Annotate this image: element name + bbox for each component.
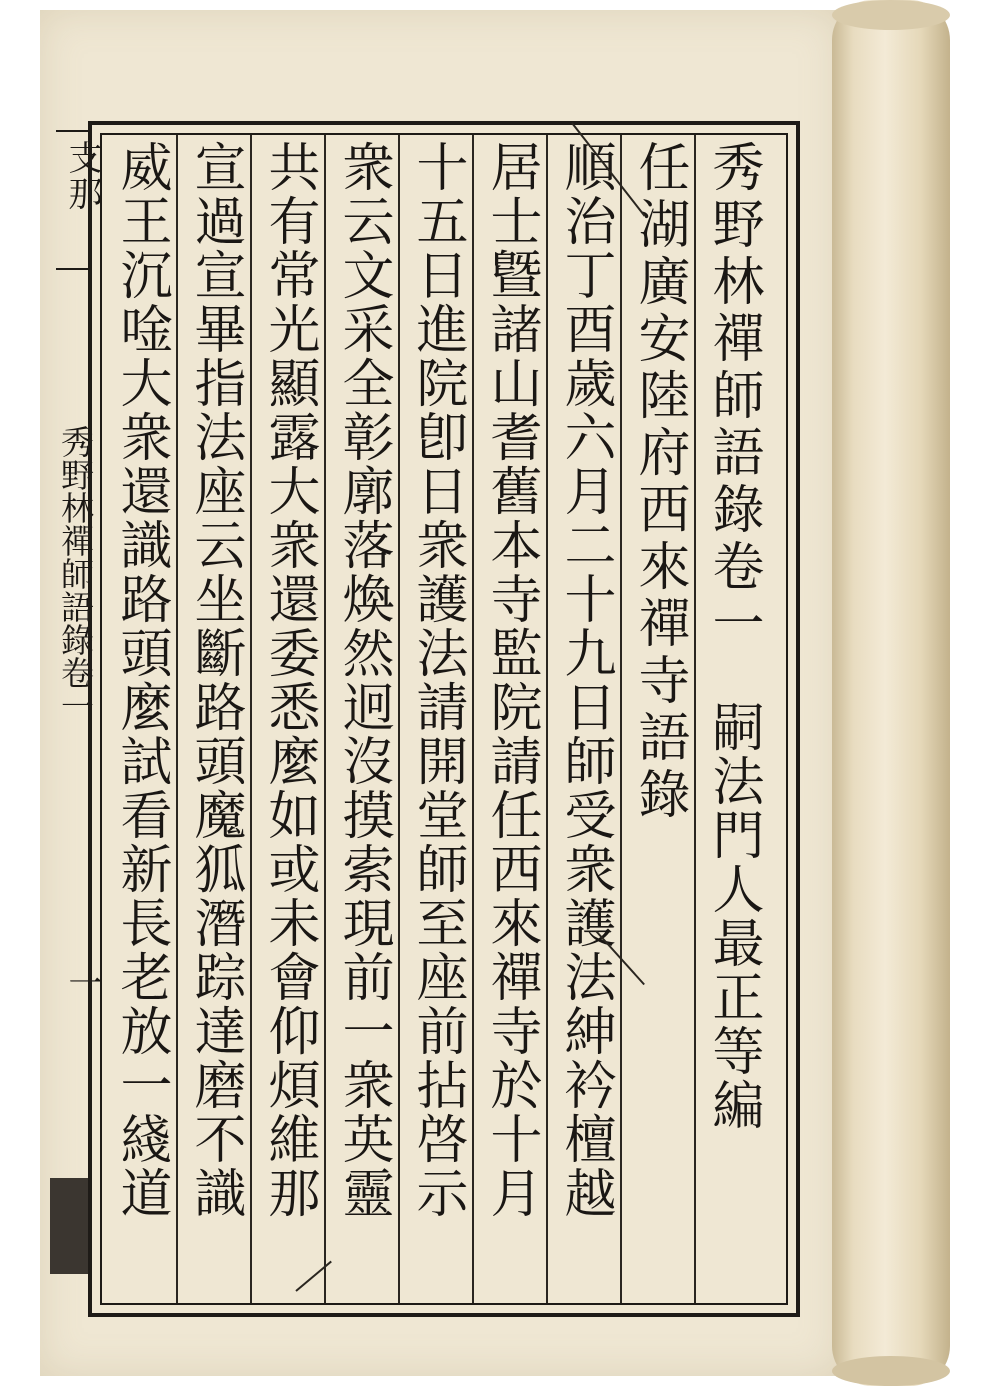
volume-title: 秀野林禪師語錄卷一	[703, 140, 763, 653]
compiler-line: 嗣法門人最正等編	[703, 700, 763, 1132]
column-rule	[472, 135, 474, 1303]
body-column-3: 居士曁諸山耆舊本寺監院請任西來禪寺於十月	[481, 140, 541, 1220]
scroll-rod-bottom-cap	[832, 1356, 950, 1386]
spine-top-label: 支那	[62, 140, 102, 212]
spine-dark-patch	[50, 1178, 90, 1274]
body-column-4: 十五日進院卽日衆護法請開堂師至座前拈啓示	[407, 140, 467, 1220]
column-rule	[694, 135, 696, 1303]
scroll-rod	[832, 0, 950, 1386]
column-rule	[250, 135, 252, 1303]
column-rule	[176, 135, 178, 1303]
spine-book-title: 秀野林禪師語錄卷一	[56, 425, 95, 722]
body-column-1: 任湖廣安陸府西來禪寺語錄	[629, 140, 689, 824]
body-column-5: 衆云文采全彰廓落煥然迥沒摸索現前一衆英靈	[333, 140, 393, 1220]
column-rule	[398, 135, 400, 1303]
column-rule	[324, 135, 326, 1303]
body-column-6: 共有常光顯露大衆還委悉麼如或未會仰煩維那	[259, 140, 319, 1220]
column-rule	[546, 135, 548, 1303]
body-column-2: 順治丁酉歲六月二十九日師受衆護法紳衿檀越	[555, 140, 615, 1220]
body-column-7: 宣過宣畢指法座云坐斷路頭魔狐潛踪達磨不識	[185, 140, 245, 1220]
scroll-rod-top-cap	[832, 0, 950, 30]
column-rule	[620, 135, 622, 1303]
body-column-8: 威王沉唫大衆還識路頭麼試看新長老放一綫道	[111, 140, 171, 1220]
spine-page-number: 一	[62, 965, 102, 1001]
